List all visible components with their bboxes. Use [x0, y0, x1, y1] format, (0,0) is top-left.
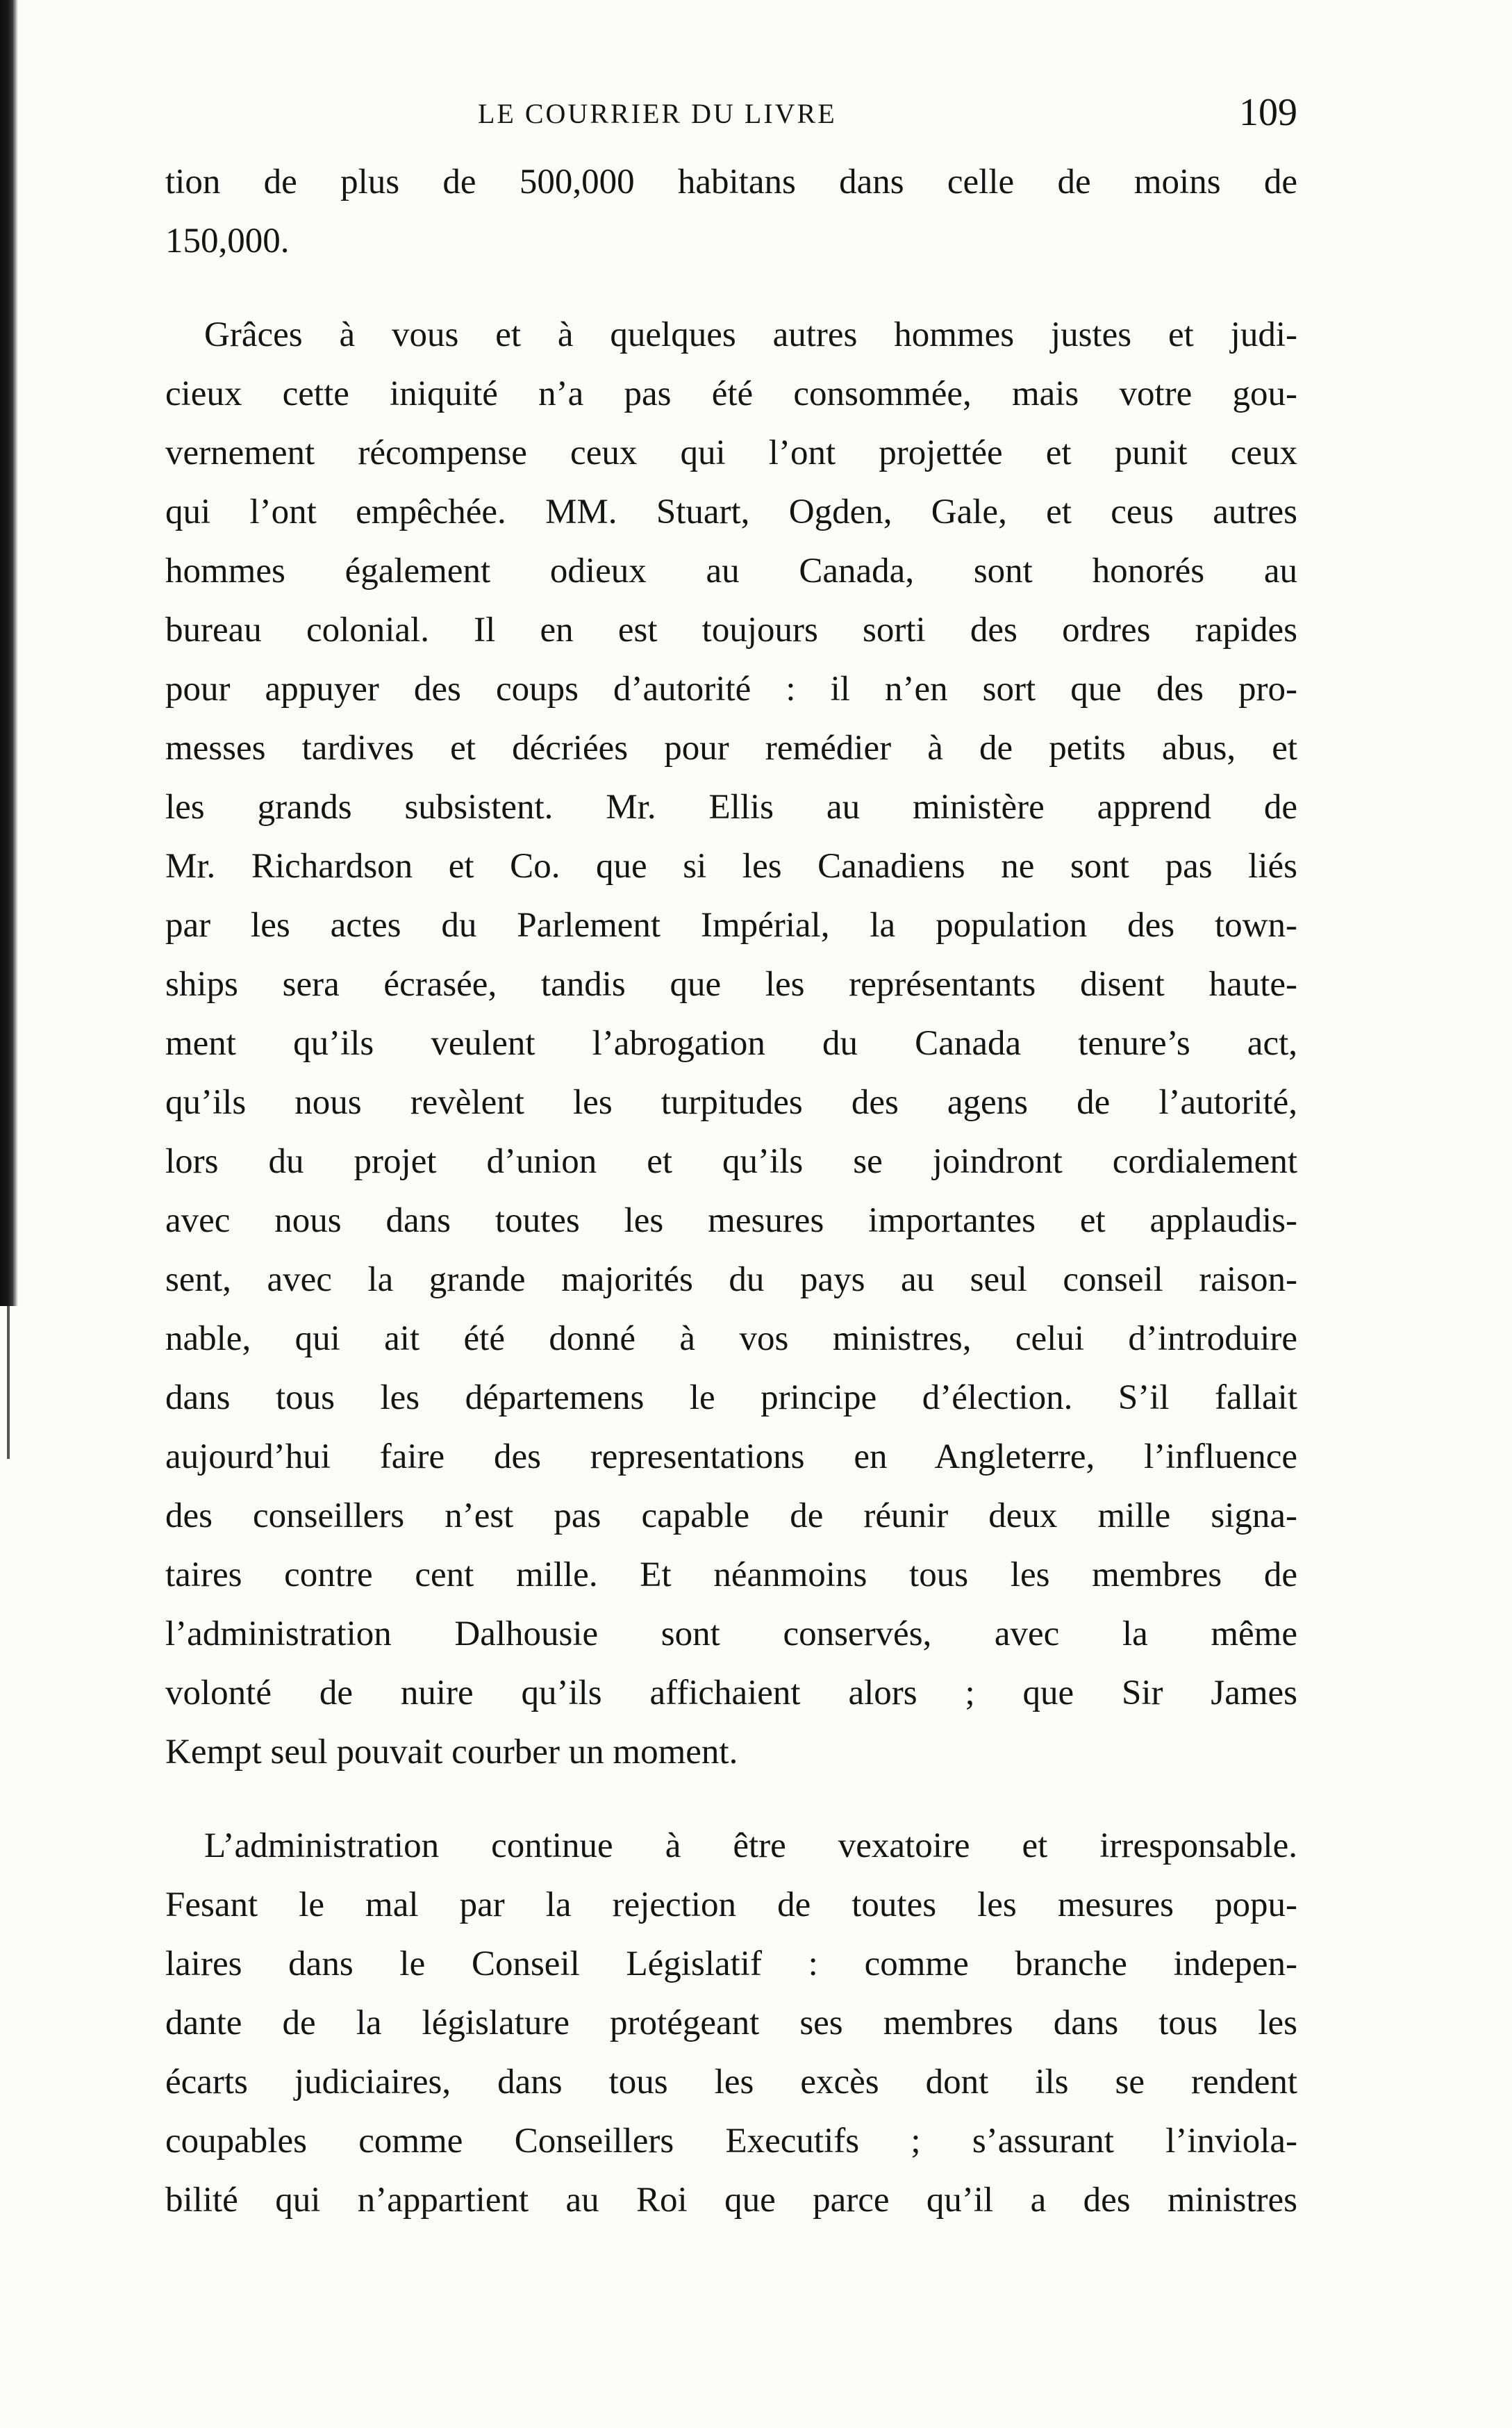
text-line: L’administration continue à être vexatoire et irresponsable. [204, 1826, 1297, 1865]
text-line: nable, qui ait été donné à vos ministres, celui d’introduire [165, 1319, 1297, 1358]
text-line: laires dans le Conseil Législatif : comme branche indepen- [165, 1944, 1297, 1983]
text-line: Fesant le mal par la rejection de toutes les mesures popu- [165, 1885, 1297, 1924]
text-line: Mr. Richardson et Co. que si les Canadiens ne sont pas liés [165, 847, 1297, 886]
text-line: vernement récompense ceux qui l’ont projettée et punit ceux [165, 433, 1297, 472]
text-line: ships sera écrasée, tandis que les représentants disent haute- [165, 965, 1297, 1004]
running-header [165, 90, 1297, 153]
text-line: avec nous dans toutes les mesures importantes et applaudis- [165, 1201, 1297, 1240]
text-line: cieux cette iniquité n’a pas été consommée, mais votre gou- [165, 374, 1297, 413]
text-line: hommes également odieux au Canada, sont honorés au [165, 552, 1297, 591]
text-line: volonté de nuire qu’ils affichaient alors ; que Sir James [165, 1674, 1297, 1712]
text-line: taires contre cent mille. Et néanmoins tous les membres de [165, 1555, 1297, 1594]
paragraph-continuation [165, 153, 1297, 271]
text-line: l’administration Dalhousie sont conservés, avec la même [165, 1614, 1297, 1653]
text-line: 150,000. [165, 222, 290, 261]
text-line: des conseillers n’est pas capable de réunir deux mille signa- [165, 1496, 1297, 1535]
text-line: qui l’ont empêchée. MM. Stuart, Ogden, Gale, et ceus autres [165, 493, 1297, 531]
paragraph-graces [165, 306, 1297, 1782]
text-line: qu’ils nous revèlent les turpitudes des agens de l’autorité, [165, 1083, 1297, 1122]
text-line: sent, avec la grande majorités du pays au seul conseil raison- [165, 1260, 1297, 1299]
text-line: écarts judiciaires, dans tous les excès dont ils se rendent [165, 2063, 1297, 2101]
page-number: 109 [1239, 91, 1297, 134]
text-line: tion de plus de 500,000 habitans dans celle de moins de [165, 163, 1297, 201]
book-page [165, 90, 1297, 2230]
text-line: Kempt seul pouvait courber un moment. [165, 1733, 738, 1772]
running-title: LE COURRIER DU LIVRE [478, 98, 837, 129]
text-line: par les actes du Parlement Impérial, la population des town- [165, 906, 1297, 945]
text-line: pour appuyer des coups d’autorité : il n’en sort que des pro- [165, 670, 1297, 709]
text-line: Grâces à vous et à quelques autres hommes justes et judi- [204, 315, 1297, 354]
scanned-binding-edge [0, 0, 18, 1306]
text-line: dante de la législature protégeant ses membres dans tous les [165, 2004, 1297, 2042]
text-line: lors du projet d’union et qu’ils se joindront cordialement [165, 1142, 1297, 1181]
scanned-binding-mark [7, 1306, 10, 1459]
text-line: dans tous les départemens le principe d’élection. S’il fallait [165, 1378, 1297, 1417]
text-line: les grands subsistent. Mr. Ellis au ministère apprend de [165, 788, 1297, 827]
text-line: messes tardives et décriées pour remédier à de petits abus, et [165, 729, 1297, 768]
paragraph-administration [165, 1817, 1297, 2230]
text-line: ment qu’ils veulent l’abrogation du Canada tenure’s act, [165, 1024, 1297, 1063]
text-line: aujourd’hui faire des representations en Angleterre, l’influence [165, 1437, 1297, 1476]
text-line: bilité qui n’appartient au Roi que parce qu’il a des ministres [165, 2181, 1297, 2220]
text-line: coupables comme Conseillers Executifs ; s’assurant l’inviola- [165, 2122, 1297, 2161]
text-line: bureau colonial. Il en est toujours sorti des ordres rapides [165, 611, 1297, 650]
